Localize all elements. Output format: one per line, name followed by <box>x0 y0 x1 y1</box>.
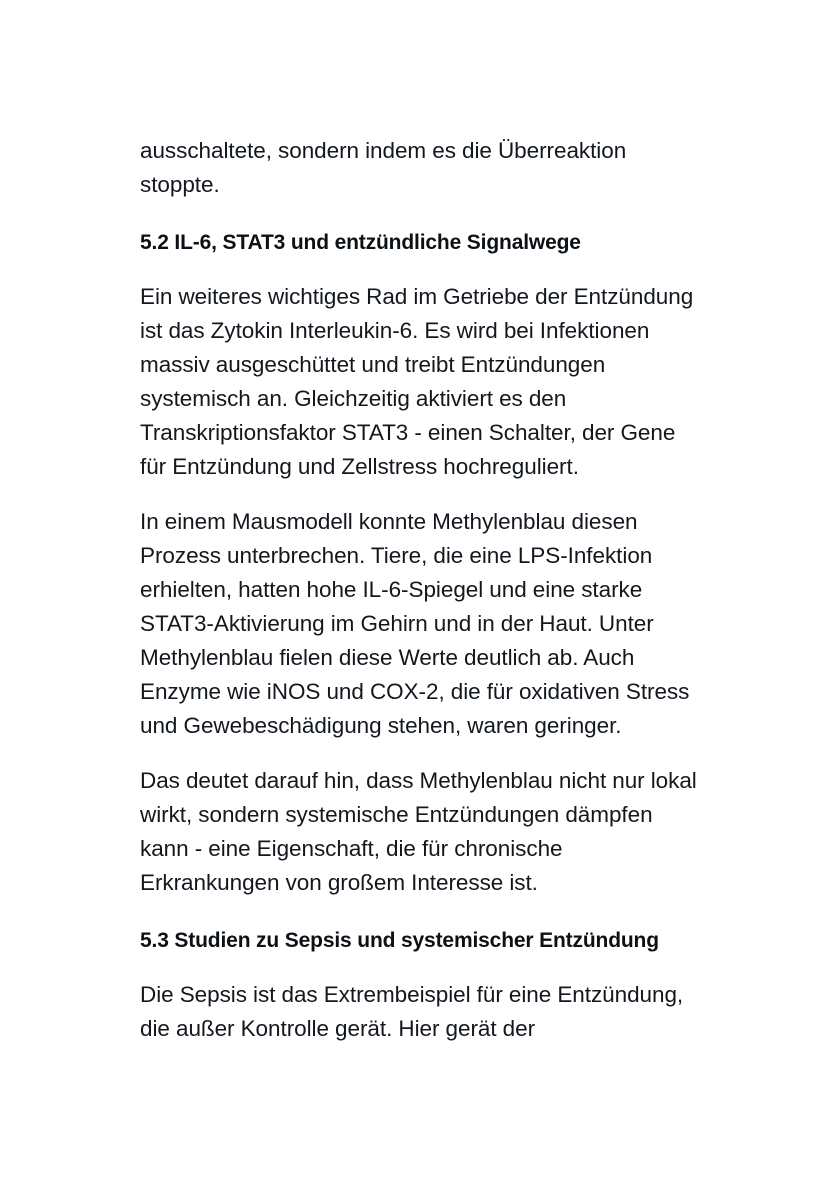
document-text-column <box>140 134 700 1046</box>
paragraph-sepsis-intro: Die Sepsis ist das Extrembeispiel für eine Entzündung, die außer Kontrolle gerät. Hier gerät der <box>140 982 684 1041</box>
paragraph-mouse-model: In einem Mausmodell konnte Methylenblau diesen Prozess unterbrechen. Tiere, die eine LPS-Infektion erhielten, hatten hohe IL-6-Spiegel und eine starke STAT3-Aktivierung im Gehirn und in der Haut. Unter Methylenblau fielen diese Werte deutlich ab. Auch Enzyme wie iNOS und COX-2, die für oxidativen Stress und Gewebeschädigung stehen, waren geringer. <box>140 509 690 738</box>
paragraph-continuation: ausschaltete, sondern indem es die Überreaktion stoppte. <box>140 138 627 197</box>
paragraph-conclusion: Das deutet darauf hin, dass Methylenblau nicht nur lokal wirkt, sondern systemische Entzündungen dämpfen kann - eine Eigenschaft, die für chronische Erkrankungen von großem Interesse ist. <box>140 768 697 895</box>
paragraph-il6-intro: Ein weiteres wichtiges Rad im Getriebe der Entzündung ist das Zytokin Interleukin-6. Es wird bei Infektionen massiv ausgeschüttet und treibt Entzündungen systemisch an. Gleichzeitig aktiviert es den Transkriptionsfaktor STAT3 - einen Schalter, der Gene für Entzündung und Zellstress hochreguliert. <box>140 284 694 479</box>
heading-5-3: 5.3 Studien zu Sepsis und systemischer Entzündung <box>140 929 659 952</box>
heading-5-2: 5.2 IL-6, STAT3 und entzündliche Signalwege <box>140 231 581 254</box>
